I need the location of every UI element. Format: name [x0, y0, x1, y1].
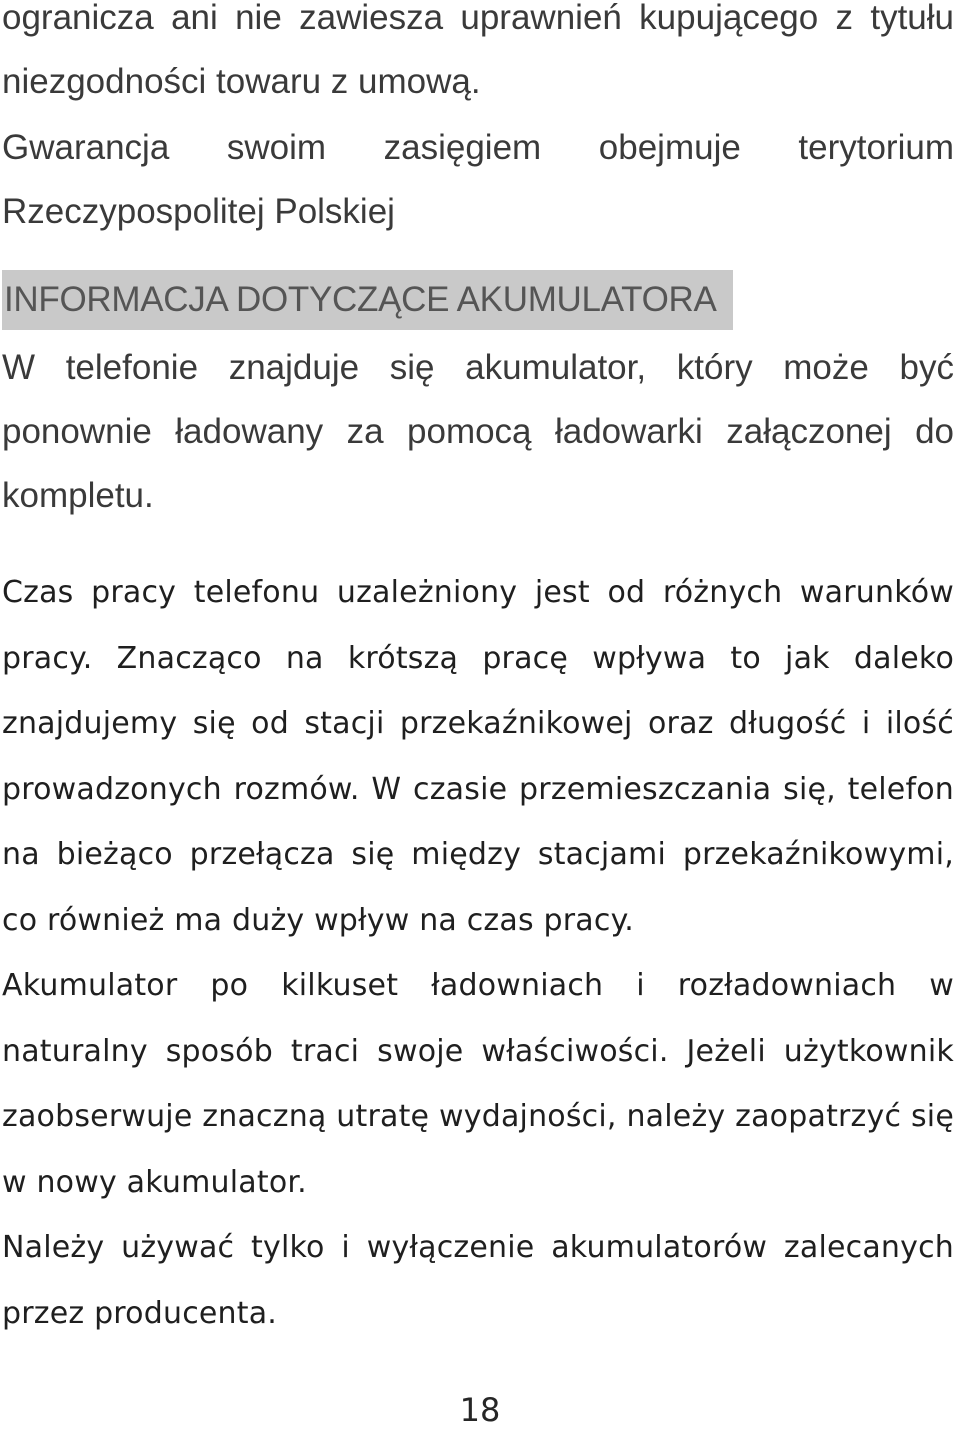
- paragraph-battery-wear: Akumulator po kilkuset ładowniach i rozładowniach w naturalny sposób traci swoje właściwości. Jeżeli użytkownik zaobserwuje znaczną utratę wydajności, należy zaopatrzyć się w nowy akumulator.: [2, 968, 954, 1200]
- paragraph-approved-batteries: Należy używać tylko i wyłączenie akumulatorów zalecanych przez producenta.: [2, 1230, 954, 1331]
- section-heading: INFORMACJA DOTYCZĄCE AKUMULATORA: [4, 280, 717, 319]
- section-heading-box: [2, 270, 733, 330]
- paragraph-warranty-territory: Gwarancja swoim zasięgiem obejmuje terytorium Rzeczypospolitej Polskiej: [2, 128, 954, 231]
- page-number: 18: [459, 1391, 501, 1429]
- paragraph-warranty-rights: ogranicza ani nie zawiesza uprawnień kupującego z tytułu niezgodności towaru z umową.: [2, 0, 954, 101]
- paragraph-working-time: Czas pracy telefonu uzależniony jest od różnych warunków pracy. Znacząco na krótszą pracę wpływa to jak daleko znajdujemy się od stacji przekaźnikowej oraz długość i ilość prowadzonych rozmów. W czasie przemieszczania się, telefon na bieżąco przełącza się między stacjami przekaźnikowymi, co również ma duży wpływ na czas pracy.: [2, 575, 954, 938]
- paragraph-battery-intro: W telefonie znajduje się akumulator, który może być ponownie ładowany za pomocą ładowarki załączonej do kompletu.: [2, 348, 954, 515]
